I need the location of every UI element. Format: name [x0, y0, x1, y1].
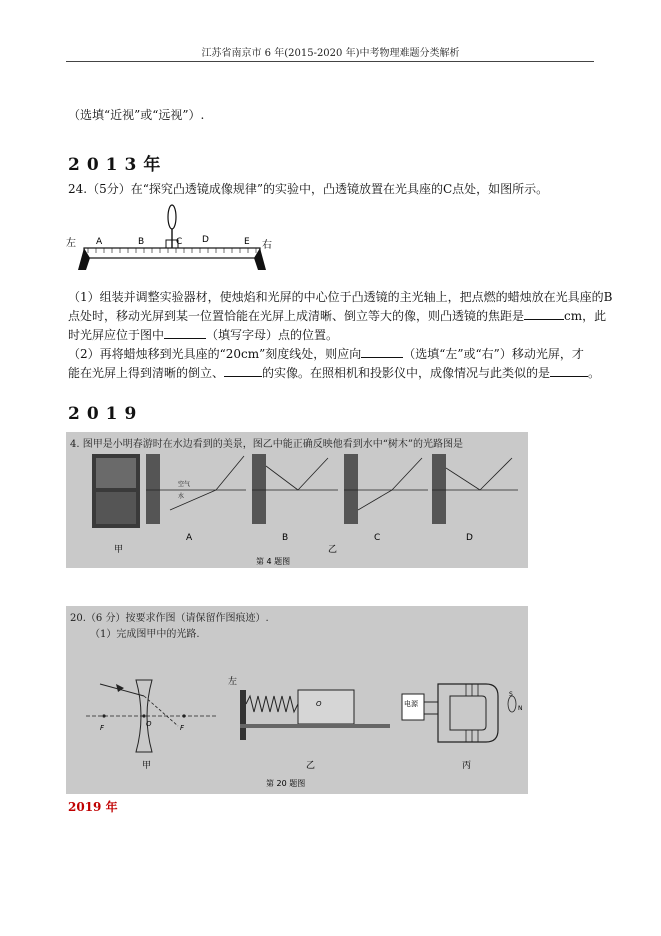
q2-line-b: [68, 364, 600, 383]
ray-panel-B: [252, 454, 338, 524]
label-yi-2: 乙: [306, 761, 316, 771]
footer-year-2019: 2019 年: [68, 800, 118, 814]
question-24: 24.（5分）在“探究凸透镜成像规律”的实验中，凸透镜放置在光具座的C点处，如图所示。: [68, 182, 549, 196]
screen-position-blank[interactable]: [164, 326, 206, 339]
concave-lens-figure: [86, 680, 216, 752]
scan20-question: 20.（6 分）按要求作图（请保留作图痕迹）.: [70, 613, 269, 624]
prev-answer-text: （选填“近视”或“远视”）.: [68, 108, 205, 122]
ray-panel-D: [432, 454, 518, 524]
block-center-label: O: [316, 700, 322, 708]
q2-line-a: [68, 345, 584, 364]
power-label: 电源: [404, 700, 418, 708]
water-label: 水: [178, 493, 185, 500]
page-header: 江苏省南京市 6 年(2015-2020 年)中考物理难题分类解析: [201, 48, 460, 59]
compass-label-s: S: [509, 691, 513, 698]
ray-panel-C: [344, 454, 428, 524]
device-blank[interactable]: [550, 364, 588, 377]
bench-point-D: D: [202, 235, 209, 245]
q2-text-b-end: 。: [588, 366, 601, 380]
scan-question-20: [66, 606, 528, 794]
left-direction-label: 左: [228, 677, 238, 687]
q2-text-b-mid: 的实像。在照相机和投影仪中，成像情况与此类似的是: [262, 366, 551, 380]
year-heading-2019: 2019: [68, 404, 144, 424]
reflection-diagrams: [66, 448, 528, 568]
bench-point-A: A: [96, 237, 103, 247]
air-label: 空气: [178, 481, 191, 488]
spring-block-figure: [240, 690, 390, 740]
year-heading-2013: 2013年: [68, 155, 168, 175]
bench-point-B: B: [138, 237, 145, 247]
q1-line-b: [68, 307, 606, 326]
q1-unit: cm，此: [564, 309, 607, 323]
panel-label-C: C: [374, 533, 381, 543]
optical-bench-diagram: [66, 200, 276, 276]
label-yi: 乙: [328, 545, 338, 555]
label-jia: 甲: [114, 545, 124, 555]
optical-center-label: O: [146, 720, 152, 728]
focus-right-label: F: [180, 724, 185, 732]
direction-blank[interactable]: [361, 345, 403, 358]
q1-line-c: [68, 326, 338, 345]
label-jia-2: 甲: [142, 761, 152, 771]
q1-line-a: （1）组装并调整实验器材，使烛焰和光屏的中心位于凸透镜的主光轴上，把点燃的蜡烛放在光具座的B: [68, 290, 613, 304]
ray-panel-A: [146, 454, 246, 524]
compass-label-n: N: [518, 705, 523, 712]
image-size-blank[interactable]: [224, 364, 262, 377]
q2-tail-a: （选填“左”或“右”）移动光屏，才: [403, 347, 584, 361]
panel-label-A: A: [186, 533, 193, 543]
bench-point-C: C: [176, 237, 183, 247]
scan-question-4: [66, 432, 528, 568]
label-bing: 丙: [462, 761, 472, 771]
bench-left-label: 左: [66, 238, 76, 249]
panel-label-B: B: [282, 533, 289, 543]
header-divider: [66, 61, 594, 62]
scan4-question: 4. 图甲是小明春游时在水边看到的美景，图乙中能正确反映他看到水中“树木”的光路图是: [70, 439, 463, 450]
scan20-sub: （1）完成图甲中的光路.: [90, 629, 200, 640]
panel-label-D: D: [466, 533, 473, 543]
scan4-caption: 第 4 题图: [256, 557, 291, 566]
q1-tail: （填写字母）点的位置。: [206, 328, 339, 342]
bench-point-E: E: [244, 237, 250, 247]
bench-right-label: 右: [262, 240, 272, 251]
scan20-caption: 第 20 题图: [266, 779, 306, 788]
q2-text-b: 能在光屏上得到清晰的倒立、: [68, 366, 225, 380]
focus-left-label: F: [100, 724, 105, 732]
q1-text-c: 时光屏应位于图中: [68, 328, 165, 342]
q1-text-b: 点处时，移动光屏到某一位置恰能在光屏上成清晰、倒立等大的像，则凸透镜的焦距是: [68, 309, 525, 323]
q2-text-a: （2）再将蜡烛移到光具座的“20cm”刻度线处，则应向: [68, 347, 362, 361]
focal-length-blank[interactable]: [524, 307, 564, 320]
diagram-figures: [66, 640, 528, 794]
electromagnet-figure: [402, 684, 516, 742]
